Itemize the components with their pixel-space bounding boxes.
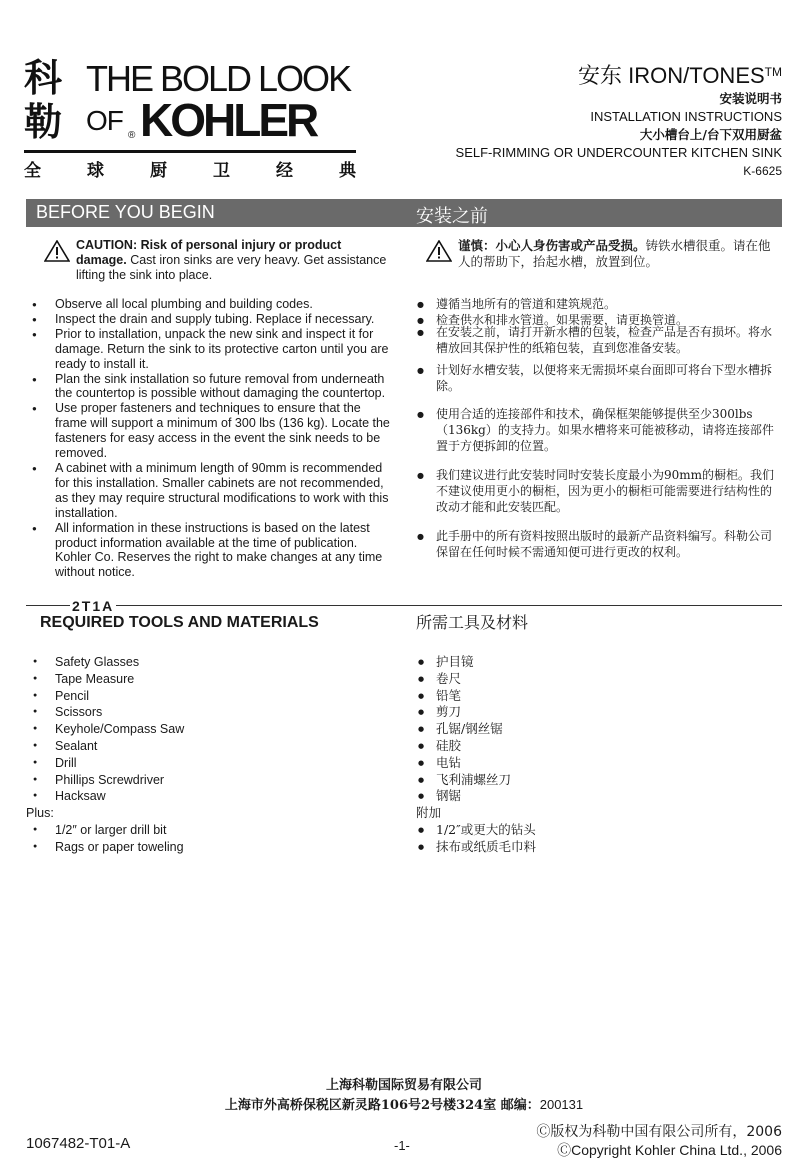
list-item: ● 卷尺 xyxy=(414,671,782,688)
list-item: ● Keyhole/Compass Saw xyxy=(26,721,392,738)
section-header-before-you-begin xyxy=(26,199,782,227)
logo-rule xyxy=(24,150,356,153)
logo-cn-char-bottom: 勒 xyxy=(24,99,63,144)
caution-text: 铸铁水槽很重。请在他人的帮助下，抬起水槽，放置到位。 xyxy=(458,238,771,269)
before-list-en xyxy=(26,297,392,580)
company-address: 上海市外高桥保税区新灵路106号2号楼324室 邮编：200131 xyxy=(224,1097,584,1113)
tools-title-en: REQUIRED TOOLS AND MATERIALS xyxy=(40,614,319,631)
caution-heading: 谨慎：小心人身伤害或产品受损。 xyxy=(458,238,646,253)
subtitle-en: INSTALLATION INSTRUCTIONS xyxy=(590,109,782,124)
list-item: ● Sealant xyxy=(26,738,392,755)
list-item: ● Tape Measure xyxy=(26,671,392,688)
tagline-char: 厨 xyxy=(150,161,167,181)
tools-list-en xyxy=(26,654,392,856)
model-number: K-6625 xyxy=(743,164,782,178)
list-item: ● 遵循当地所有的管道和建筑规范。 xyxy=(414,297,782,313)
logo-wordmark-kohler: KOHLER xyxy=(140,94,317,146)
list-item: ● Hacksaw xyxy=(26,788,392,805)
list-item: ● 1/2″或更大的钻头 xyxy=(414,822,782,839)
document-header xyxy=(402,62,782,180)
list-item: ● Drill xyxy=(26,755,392,772)
tools-title-cn: 所需工具及材料 xyxy=(416,613,529,632)
list-item: ● Observe all local plumbing and building codes. xyxy=(26,297,392,312)
list-item: ● 铅笔 xyxy=(414,688,782,705)
list-item: ● Inspect the drain and supply tubing. Replace if necessary. xyxy=(26,312,392,327)
tagline-char: 典 xyxy=(339,161,356,181)
section-title-en: BEFORE YOU BEGIN xyxy=(36,202,215,222)
warning-icon xyxy=(426,240,452,262)
list-item: ● 孔锯/钢丝锯 xyxy=(414,721,782,738)
document-number: 1067482-T01-A xyxy=(26,1135,131,1152)
trademark-mark: TM xyxy=(764,65,782,79)
list-item: ● 飞利浦螺丝刀 xyxy=(414,772,782,789)
list-item: ● 1/2″ or larger drill bit xyxy=(26,822,392,839)
tagline-char: 全 xyxy=(24,161,41,181)
list-item: ● 此手册中的所有资料按照出版时的最新产品资料编写。科勒公司保留在任何时候不需通知便可进行更改的权利。 xyxy=(414,529,782,561)
plus-label: 附加 xyxy=(416,805,442,821)
tagline-char: 球 xyxy=(87,161,104,181)
copyright-en: ⒸCopyright Kohler China Ltd., 2006 xyxy=(557,1142,782,1158)
list-item: ● 剪刀 xyxy=(414,704,782,721)
list-item: ● Scissors xyxy=(26,704,392,721)
tagline-char: 经 xyxy=(276,161,293,181)
list-item: ● All information in these instructions is based on the latest product information available at the time of publication. Kohler Co. Reserves the right to make changes at any time without notice. xyxy=(26,521,392,581)
list-item: ● 抹布或纸质毛巾料 xyxy=(414,839,782,856)
section-code: 2T1A xyxy=(72,598,115,614)
caution-en xyxy=(26,238,392,283)
list-item: ● Phillips Screwdriver xyxy=(26,772,392,789)
logo-line-the-bold-look: THE BOLD LOOK xyxy=(86,58,351,99)
product-desc-en: SELF-RIMMING OR UNDERCOUNTER KITCHEN SINK xyxy=(455,145,782,160)
list-item: ● A cabinet with a minimum length of 90mm is recommended for this installation. Smaller cabinets are not recommended, as they may require structural modifications to work with this installation. xyxy=(26,461,392,521)
postcode: 200131 xyxy=(539,1097,584,1112)
list-item: ● Use proper fasteners and techniques to ensure that the frame will support a minimum of 300 lbs (136 kg). Locate the fasteners for easy access in the event the sink needs to be removed. xyxy=(26,401,392,461)
list-item: ● 在安装之前，请打开新水槽的包装，检查产品是否有损坏。将水槽放回其保护性的纸箱包装，直到您准备安装。 xyxy=(414,325,774,357)
list-item: ● 护目镜 xyxy=(414,654,782,671)
list-item: ● Pencil xyxy=(26,688,392,705)
list-item: ● 钢锯 xyxy=(414,788,782,805)
list-item: ● 使用合适的连接部件和技术，确保框架能够提供至少300lbs（136kg）的支持力。如果水槽将来可能被移动，请将连接部件置于方便拆卸的位置。 xyxy=(414,407,782,454)
tagline-char: 卫 xyxy=(213,161,230,181)
warning-icon xyxy=(44,240,70,262)
tools-list-cn xyxy=(414,654,782,856)
caution-text: Cast iron sinks are very heavy. Get assistance lifting the sink into place. xyxy=(76,253,387,282)
page-number: -1- xyxy=(394,1138,410,1153)
list-item: ● Plan the sink installation so future removal from underneath the countertop is possible without damaging the countertop. xyxy=(26,372,392,402)
list-item: ● Rags or paper toweling xyxy=(26,839,392,856)
logo-cn-char-top: 科 xyxy=(24,55,63,100)
caution-cn xyxy=(414,238,782,270)
kohler-logo xyxy=(24,55,356,181)
list-item: ● Prior to installation, unpack the new sink and inspect it for damage. Return the sink to its protective carton until you are ready to install it. xyxy=(26,327,392,372)
copyright-cn: Ⓒ版权为科勒中国有限公司所有，2006 xyxy=(536,1124,782,1140)
caution-heading: CAUTION: Risk of personal injury or product damage. xyxy=(76,238,342,267)
section-divider xyxy=(26,605,782,606)
logo-line-of: OF xyxy=(86,105,123,136)
product-desc-cn: 大小槽台上/台下双用厨盆 xyxy=(639,127,782,142)
list-item: ● 电钻 xyxy=(414,755,782,772)
list-item: ● 硅胶 xyxy=(414,738,782,755)
product-title: 安东 IRON/TONES™ xyxy=(578,63,782,88)
list-item: ● 检查供水和排水管道。如果需要，请更换管道。 xyxy=(414,313,782,329)
list-item: ● 计划好水槽安装，以便将来无需损坏桌台面即可将台下型水槽拆除。 xyxy=(414,363,782,395)
subtitle-cn: 安装说明书 xyxy=(719,91,782,106)
list-item: ● 我们建议进行此安装时同时安装长度最小为90mm的橱柜。我们不建议使用更小的橱柜，因为更小的橱柜可能需要进行结构性的改动才能和此安装匹配。 xyxy=(414,468,782,515)
registered-mark: ® xyxy=(128,130,136,141)
logo-tagline xyxy=(24,156,356,181)
company-name: 上海科勒国际贸易有限公司 xyxy=(325,1078,482,1093)
plus-label: Plus: xyxy=(26,806,54,821)
list-item: ● Safety Glasses xyxy=(26,654,392,671)
section-title-cn: 安装之前 xyxy=(416,206,488,227)
